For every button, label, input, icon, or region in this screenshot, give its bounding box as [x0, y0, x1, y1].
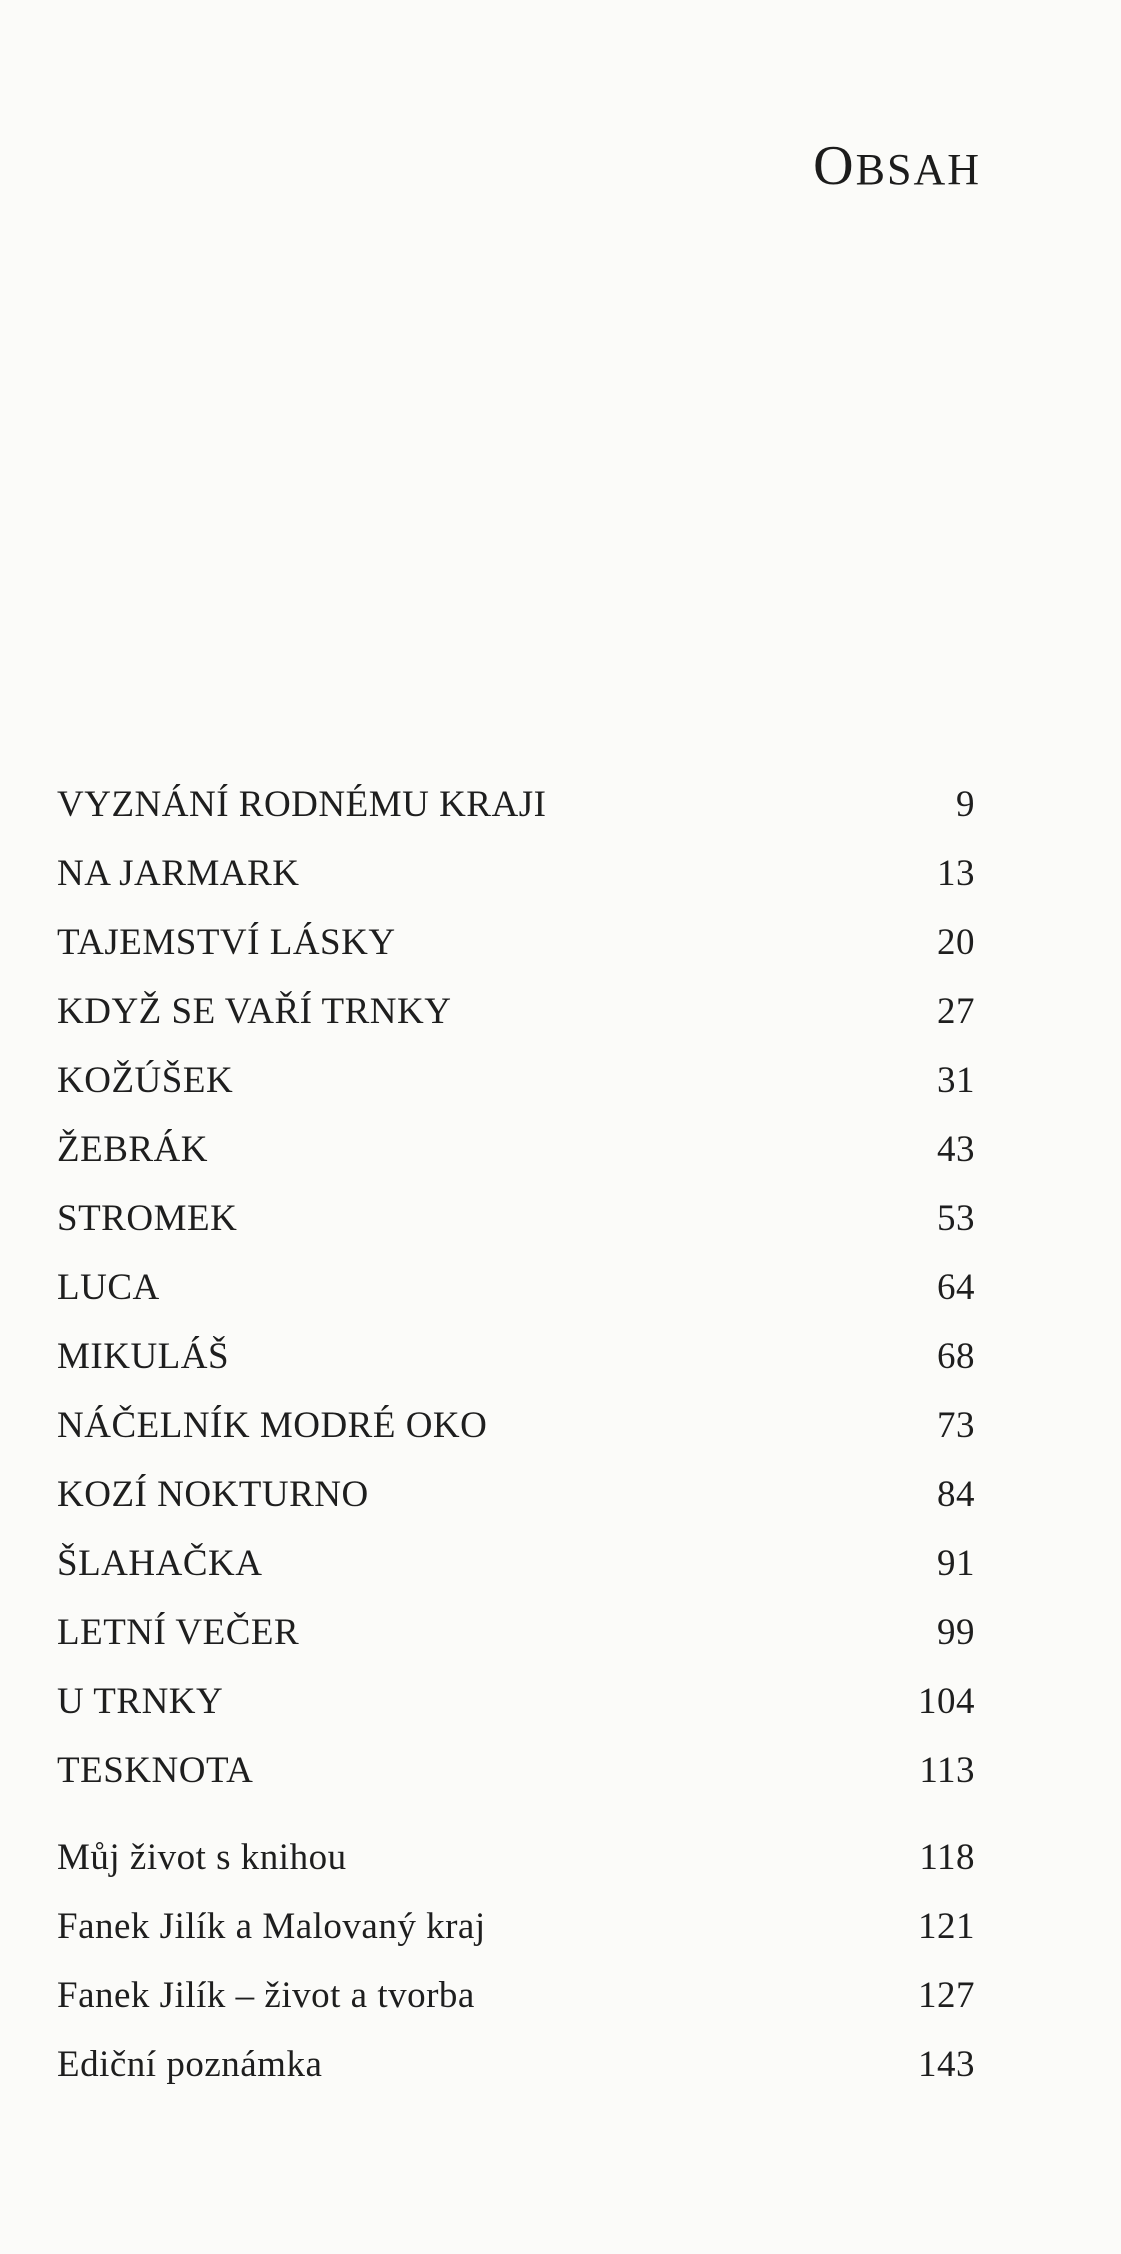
toc-entry-page: 99 — [937, 1612, 975, 1653]
toc-entry-title: TESKNOTA — [57, 1750, 254, 1791]
toc-entry-page: 68 — [937, 1336, 975, 1377]
toc-entry — [57, 1961, 975, 2030]
table-of-contents — [57, 770, 975, 2099]
toc-entry — [57, 977, 975, 1046]
toc-entry — [57, 1391, 975, 1460]
toc-entry-title: LUCA — [57, 1267, 160, 1308]
toc-entry — [57, 1046, 975, 1115]
toc-entry-page: 121 — [918, 1906, 975, 1947]
toc-entry-page: 91 — [937, 1543, 975, 1584]
toc-entry-title: Fanek Jilík – život a tvorba — [57, 1975, 475, 2016]
toc-entry-title: ŽEBRÁK — [57, 1129, 208, 1170]
toc-entry-page: 113 — [919, 1750, 975, 1791]
toc-entry-title: KOZÍ NOKTURNO — [57, 1474, 369, 1515]
toc-entry — [57, 1892, 975, 1961]
toc-entry-title: NA JARMARK — [57, 853, 300, 894]
toc-entry — [57, 1598, 975, 1667]
toc-entry-title: Můj život s knihou — [57, 1837, 347, 1878]
toc-entry-page: 84 — [937, 1474, 975, 1515]
toc-entry — [57, 839, 975, 908]
toc-entry-page: 27 — [937, 991, 975, 1032]
toc-entry-page: 104 — [918, 1681, 975, 1722]
toc-entry-title: VYZNÁNÍ RODNÉMU KRAJI — [57, 784, 547, 825]
toc-entry-title: NÁČELNÍK MODRÉ OKO — [57, 1405, 488, 1446]
page-title-initial: O — [813, 135, 856, 197]
toc-entry — [57, 1667, 975, 1736]
toc-entry-title: LETNÍ VEČER — [57, 1612, 300, 1653]
toc-entry-page: 31 — [937, 1060, 975, 1101]
toc-entry-title: ŠLAHAČKA — [57, 1543, 263, 1584]
toc-entry-page: 53 — [937, 1198, 975, 1239]
page-title-rest: BSAH — [855, 145, 981, 194]
section-spacer — [57, 1805, 975, 1823]
toc-entry-title: KOŽÚŠEK — [57, 1060, 234, 1101]
toc-entry — [57, 2030, 975, 2099]
appendix-list — [57, 1823, 975, 2099]
toc-entry-page: 9 — [956, 784, 975, 825]
toc-entry-page: 73 — [937, 1405, 975, 1446]
toc-entry-page: 64 — [937, 1267, 975, 1308]
toc-entry — [57, 1460, 975, 1529]
toc-entry — [57, 1184, 975, 1253]
toc-entry-title: Ediční poznámka — [57, 2044, 323, 2085]
toc-entry-page: 20 — [937, 922, 975, 963]
toc-entry-title: STROMEK — [57, 1198, 238, 1239]
toc-entry — [57, 908, 975, 977]
toc-entry-title: MIKULÁŠ — [57, 1336, 230, 1377]
toc-entry-page: 13 — [937, 853, 975, 894]
toc-entry — [57, 1529, 975, 1598]
toc-entry-title: Fanek Jilík a Malovaný kraj — [57, 1906, 486, 1947]
toc-entry — [57, 1736, 975, 1805]
toc-entry — [57, 1322, 975, 1391]
chapter-list — [57, 770, 975, 1805]
page-title — [813, 135, 981, 197]
toc-entry — [57, 770, 975, 839]
toc-entry-page: 143 — [918, 2044, 975, 2085]
toc-entry-title: TAJEMSTVÍ LÁSKY — [57, 922, 396, 963]
toc-entry — [57, 1823, 975, 1892]
toc-entry-page: 43 — [937, 1129, 975, 1170]
toc-entry-title: KDYŽ SE VAŘÍ TRNKY — [57, 991, 452, 1032]
toc-entry — [57, 1253, 975, 1322]
toc-entry-page: 118 — [919, 1837, 975, 1878]
toc-entry-title: U TRNKY — [57, 1681, 224, 1722]
toc-entry — [57, 1115, 975, 1184]
toc-entry-page: 127 — [918, 1975, 975, 2016]
